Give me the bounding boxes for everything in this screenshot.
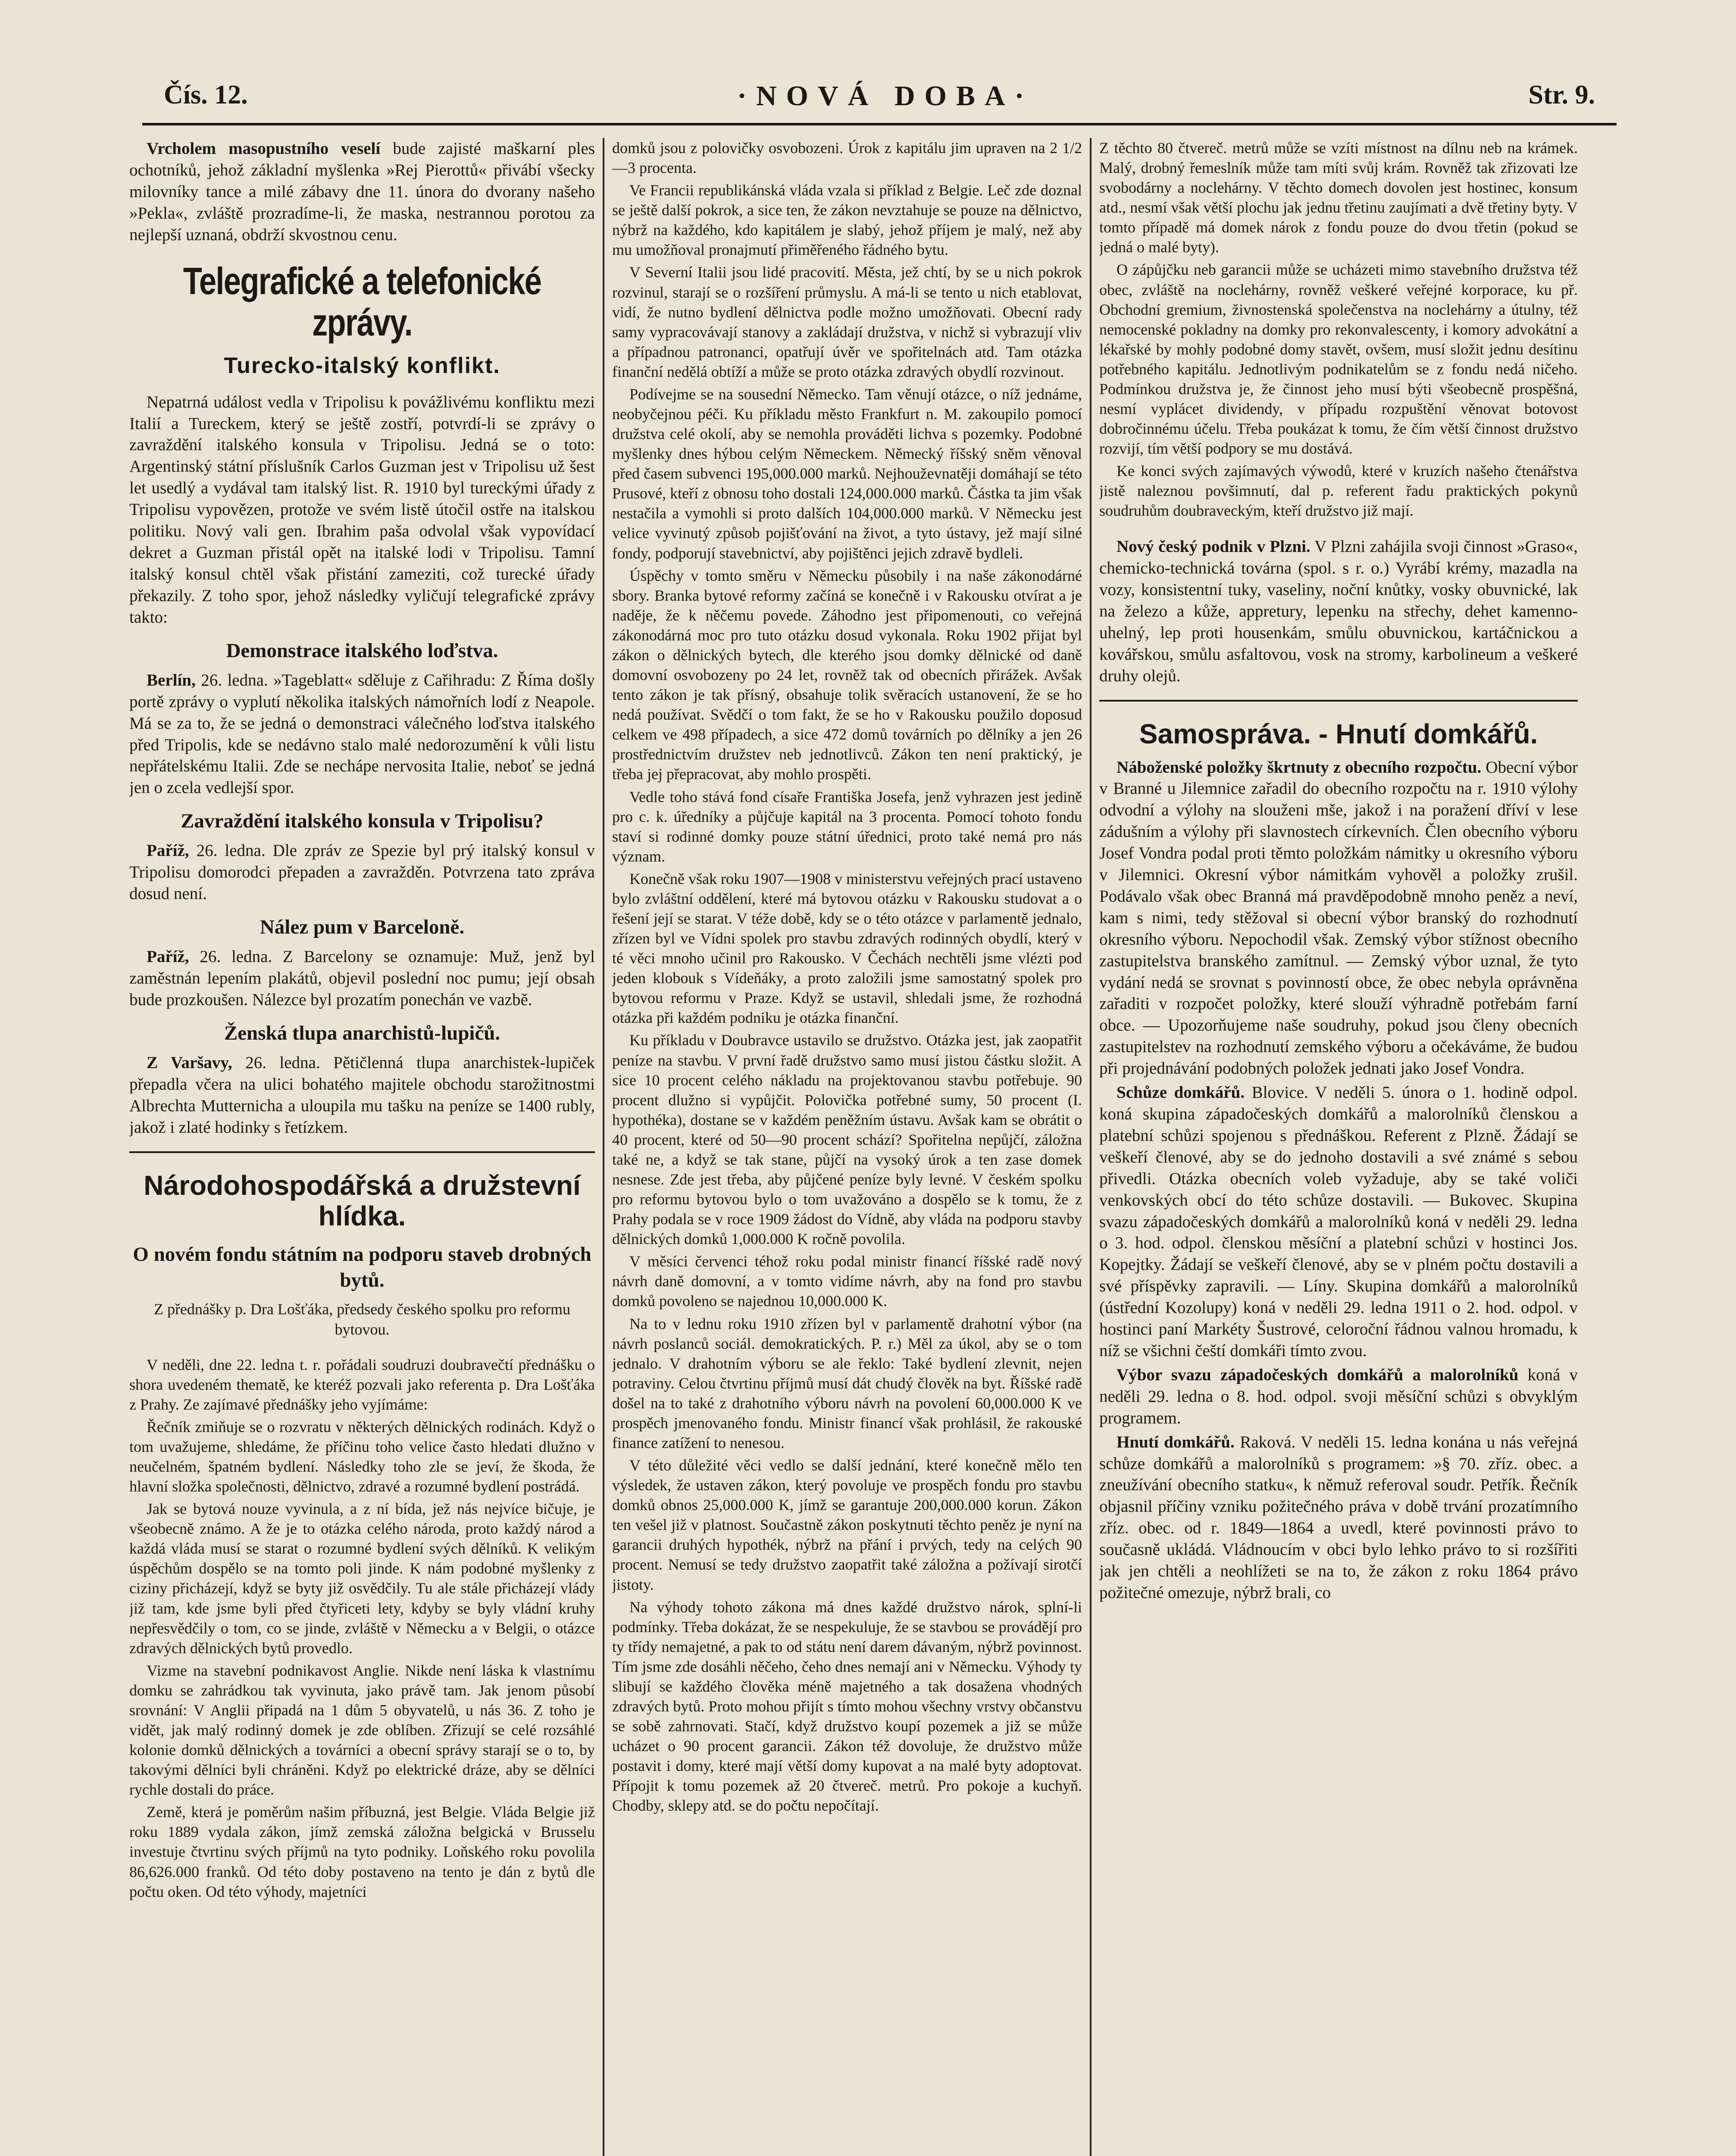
section-divider	[1099, 700, 1578, 702]
article-paragraph: Vizme na stavební podnikavost Anglie. Nikde není láska k vlastnímu domku se zahrádkou tak vyvinuta, jako právě tam. Jak jenom působí srovnání: V Anglii připadá na 1 dům 5 obyvatelů, u nás 36. Z toho je vidět, jak malý rodinný domek je zde oblíben. Zřizují se celé rozsáhlé kolonie domků dělnických a továrníci a obecní správy starají se o to, by takovými dělníci byli chráněni. Když po elektrické dráze, aby se dělníci rychle dostali do práce.	[129, 1661, 595, 1799]
article-paragraph	[1099, 1364, 1578, 1429]
article-paragraph: Z těchto 80 čtvereč. metrů může se vzíti místnost na dílnu neb na krámek. Malý, drobný řemeslník může tam míti svůj krám. Rovněž tak zřizovati lze svobodárny a noclehárny. V těchto domech dovolen jest hostinec, konsum atd., nesmí však větší plochu jak jednu třetinu zaujímati a dvě třetiny byty. V tomto případě má domek nárok z fondu pouze do dvou třetin (pokud se jedná o malé byty).	[1099, 139, 1578, 256]
column-rule-2	[1090, 138, 1092, 2156]
column-2	[612, 138, 1082, 2156]
section-title-self-government: Samospráva. - Hnutí domkářů.	[1139, 718, 1538, 749]
article-paragraph	[1099, 1432, 1578, 1604]
column-rule-1	[603, 138, 604, 2156]
article-paragraph: Úspěchy v tomto směru v Německu působily i na naše zákonodárné sbory. Branka bytové reformy začíná se konečně i v Rakousku otvírat a je naděje, že k něčemu povede. Záhodno jest připomenouti, co veřejná zákonodárná moc pro tuto otázku dosud vykonala. Roku 1902 přijat byl zákon o dělnických bytech, dle kterého jsou domky dělnické od daně domovní osvobozeny po 24 let, rovněž tak od obecních přirážek. Avšak tento zákon je tak přísný, obsahuje tolik svěracích ustanovení, že se ho nedá používat. Svědčí o tom fakt, že se ho v Rakousku použilo doposud celkem ve 498 případech, a sice 472 domů továrních po dělníky a jen 26 prostřednictvím družstev neb jednotlivců. Zákon ten není praktický, je třeba jej přepracovat, aby mohlo prospěti.	[612, 567, 1082, 783]
intro-text: bude zajisté maškarní ples ochotníků, jehož základní myšlenka »Rej Pierottů« přivábí všecky milovníky tance a milé zábavy dne 11. února do dvorany našeho »Pekla«, zvláště prozradíme-li, že maska, nestrannou porotou za nejlepší uznaná, obdrží skvostnou cenu.	[129, 139, 595, 244]
article-paragraph: V neděli, dne 22. ledna t. r. pořádali soudruzi doubravečtí přednášku o shora uvedeném thematě, ke kteréž pozvali jako referenta p. Dra Lošťáka z Prahy. Ze zajímavé přednášky jeho vyjímáme:	[129, 1356, 595, 1413]
article-paragraph: Ve Francii republikánská vláda vzala si příklad z Belgie. Leč zde doznal se ještě další pokrok, a sice ten, že zákon nevztahuje se pouze na dělnictvo, nýbrž na každého, kdo kapitálem je slabý, jehož příjem je malý, než aby mu umožňoval pronajmutí přiměřeného řádného bytu.	[612, 182, 1082, 259]
article-paragraph: O zápůjčku neb garancii může se ucházeti mimo stavebního družstva též obec, zvláště na noclehárny, rovněž veškeré veřejné korporace, ku př. Obchodní gremium, živnostenská společenstva na noclehárny a útulny, též nemocenské pokladny na domky pro rekonvalescenty, i komory advokátní a lékařské by mohly podobné domy stavět, ovšem, musí složit jednu desítinu potřebného kapitálu. Jednotlivým podnikatelům se z fondu nedá ničeho. Podmínkou družstva je, že činnost jeho musí býti všeobecně prospěšná, nesmí vyplácet dividendy, v případu rozpuštění věnovat botovost dobročinnému účelu. Třeba poukázat k tomu, že čím větší činnost družstvo rozvijí, tím větší podpory se mu dostává.	[1099, 261, 1578, 458]
article-paragraph: V této důležité věci vedlo se další jednání, které konečně mělo ten výsledek, že ustaven zákon, který povoluje ve prospěch fondu pro stavbu domků obnos 25,000.000 K, jímž se garantuje 200,000.000 korun. Zákon ten vešel již v platnost. Součastně zákon poskytnuti těchto peněz je nyní na garancii druhých hypothék, nýbrž na přání i prvých, tedy na celých 90 procent. Nemusí se tedy družstvo zaopatřit také záložna a požívají sirotčí jistoty.	[612, 1457, 1082, 1593]
article-paragraph: V měsíci červenci téhož roku podal ministr financí říšské radě nový návrh daně domovní, a v tomto vidíme návrh, aby na fond pro stavbu domků povoleno se najednou 10,000.000 K.	[612, 1253, 1082, 1310]
article-paragraph: Konečně však roku 1907—1908 v ministerstvu veřejných prací ustaveno bylo zvláštní oddělení, které má bytovou otázku v Rakousku studovat a o řešení její se starat. V téže době, kdy se o této otázce v parlamentě jednalo, zřízen byl ve Vídni spolek pro stavbu zdravých rodinných obydlí, který v té věci mnoho učinil pro Rakousko. V Čechách nechtěli jsme vlézti pod jeden klobouk s Vídeňáky, a proto založili jsme samostatný spolek pro bytovou reformu v Praze. Když se ustavil, shledali jsme, že rozhodná otázka při každém podniku je otázka finanční.	[612, 870, 1082, 1027]
headline-anarchist-gang: Ženská tlupa anarchistů-lupičů.	[224, 1022, 500, 1044]
article-paragraph	[1099, 1082, 1578, 1362]
dateline: Paříž,	[147, 841, 189, 860]
article-paragraph: Jak se bytová nouze vyvinula, a z ní bída, jež nás nejvíce bičuje, je všeobecně známo. A že je to otázka celého národa, proto každý národ a každá vláda musí se starat o rozumné bydlení svých dělníků. K velikým úspěchům dospělo se na tomto poli jinde. K nám podobné myšlenky z ciziny přicházejí, když se byty již osvědčily. Tu ale stále přicházejí vlády již tam, kde jsme byli před čtyřiceti lety, kdyby se byly vládní kruhy nepřesvědčily o tom, co se jinde, zvláště v Německu a v Belgii, o otázce zdravých dělnických bytů provedlo.	[129, 1500, 595, 1657]
article-paragraph: Ke konci svých zajímavých výwodů, které v kruzích našeho čtenářstva jistě naleznou povšimnutí, dal p. referent řadu praktických pokynů soudruhům doubraveckým, kteří družstvo již mají.	[1099, 462, 1578, 520]
issue-number: Čís. 12.	[164, 80, 248, 110]
article-paragraph	[129, 670, 595, 799]
dateline: Paříž,	[147, 947, 189, 966]
article-paragraph: V Severní Italii jsou lidé pracovití. Města, jež chtí, by se u nich pokrok rozvinul, starají se o rozšíření průmyslu. A má-li se tento u nich etablovat, vidí, že nutno bydlení dělnictva podle možno umožňovati. Obecní rady samy vypracovávají stanovy a zakládají družstva, v nichž si vybrazují vliv a případnou patronanci, opatřují úvěr ve spořitelnách atd. Tam otázka finanční nedělá obtíží a může se proto otázka zdravých obydlí rozvinout.	[612, 263, 1082, 380]
article-text: V Plzni zahájila svoji činnost »Graso«, chemicko-technická továrna (spol. s r. o.) Vyrábí krémy, mazadla na vozy, konsistentní tuky, vaseliny, noční knůtky, vosky obuvnické, lak na železo a kůže, appretury, lepenku na střechy, dehet kamenno-uhelný, lep proti housenkám, smůlu obuvnickou, kartáčnickou a kovářskou, smůlu asfaltovou, vosk na stromy, karbolineum a veškeré druhy olejů.	[1099, 537, 1578, 685]
article-text: 26. ledna. Z Barcelony se oznamuje: Muž, jenž byl zaměstnán lepením plakátů, objevil poslední noc pumu; její obsah bude prozkoušen. Nálezce byl prozatím ponechán ve vazbě.	[129, 947, 595, 1009]
article-paragraph	[1099, 757, 1578, 1080]
page-header	[142, 71, 1617, 125]
article-paragraph: Ku příkladu v Doubravce ustavilo se družstvo. Otázka jest, jak zaopatřit peníze na stavbu. V první řadě družstvo samo musí jistou částku složit. A sice 10 procent celého nákladu na projektovanou stavbu potřebuje. 90 procent dlužno si vypůjčit. Polovička potřebné sumy, 50 procent (I. hypothéka), dostane se v každém peněžním ústavu. Avšak kam se obrátit o 40 procent, které od 50—90 procent schází? Spořitelna nepůjčí, záložna také ne, a když se tak stane, půjčí na vysoký úrok a ten zase domek nesnese. Zde jest třeba, aby půjčené peníze byly levné. V českém spolku pro reformu bytovou bylo o tom uvažováno a dospělo se k tomu, že z Prahy podala se v roce 1909 žádost do Vídně, aby vláda na podporu stavby dělnických domků 1,000.000 K ročně povolila.	[612, 1031, 1082, 1248]
article-paragraph: Řečník zmiňuje se o rozvratu v některých dělnických rodinách. Když o tom uvažujeme, shledáme, že příčinu toho velice často hledati dlužno v neučelném, špatném bydlení. Následky toho zle se jeví, že škoda, že hlavní složka společnosti, dělnictvo, zdravé a rozumné bydlení postrádá.	[129, 1418, 595, 1495]
article-paragraph: Podívejme se na sousední Německo. Tam věnují otázce, o níž jednáme, neobyčejnou péči. Ku příkladu město Frankfurt n. M. zakoupilo pomocí družstva celé okolí, aby se nemohla prováděti lichva s pozemky. Podobné myšlenky dnes hýbou celým Německem. Německý říšský sněm věnoval před časem subvenci 195,000.000 marků. Nejhouževnatěji domáhají se této Prusové, kteří z obnosu toho dostali 124,000.000 marků. Částka ta jim však nestačila a vymohli si proto dalších 104,000.000 marků. V Německu jest velice vyvinutý způsob pojišťování na život, a tyto ústavy, jež mají silné fondy, podporují stavebnictví, aby pojištěnci jejich zdravě bydleli.	[612, 385, 1082, 562]
article-paragraph: Vedle toho stává fond císaře Františka Josefa, jenž vyhrazen jest jedině pro c. k. úředníky a půjčuje kapitál na 3 procenta. Pomocí tohoto fondu staví si rodinné domky pouze státní úřednici, proto také nemá pro nás význam.	[612, 788, 1082, 865]
section-divider	[129, 1151, 595, 1153]
headline-barcelona-bombs: Nález pum v Barceloně.	[260, 916, 465, 939]
headline-inline: Náboženské položky škrtnuty z obecního rozpočtu.	[1117, 758, 1482, 777]
article-text: koná v neděli 29. ledna o 8. hod. odpol. svoji měsíční schůzi s obvyklým programem.	[1099, 1365, 1578, 1427]
headline-consul-murder: Zavraždění italského konsula v Tripolisu?	[181, 810, 544, 833]
intro-paragraph	[129, 138, 595, 246]
column-3	[1099, 138, 1578, 2156]
newspaper-title: ·NOVÁ DOBA·	[737, 80, 1034, 112]
article-text: 26. ledna. Pětičlenná tlupa anarchistek-lupiček přepadla včera na ulici bohatého majitele obchodu starožitnostmi Albrechta Mutternicha a uloupila mu tašku na peníze se 1400 rubly, jakož i zlaté hodinky s řetízkem.	[129, 1053, 595, 1137]
subtitle-turkish-italian-conflict: Turecko-italský konflikt.	[224, 353, 500, 379]
article-text: Obecní výbor v Branné u Jilemnice zařadil do obecního rozpočtu na r. 1910 výlohy odvodní a výlohy na slouženi mše, jakož i na poražení dříví v lese zádušním a výlohy při slavnostech církevních. Člen obecního výboru Josef Vondra podal proti těmto položkám námitky u okresního výboru v Jilemnici. Okresní výbor námitkám vyhověl a položky zrušil. Podávalo však obec Branná má pravděpodobně mnoho peněz a neví, kam s nimi, tedy stěžoval si obecní výbor branský do rozhodnutí okresního výboru. Nepochodil však. Zemský výbor stížnost obecního zastupitelstva branského zamítnul. — Zemský výbor uznal, že tyto vydání nedá se srovnat s povinností obce, že obec nebyla oprávněna zařaditi v rozpočet položky, které slouží výhradně potřebám farní obce. — Upozorňujeme naše soudruhy, pokud jsou členy obecních zastupitelstev na rozhodnutí zemského výboru a očekáváme, že budou při projednávání podobných položek jednati jako Josef Vondra.	[1099, 758, 1578, 1078]
article-text: Raková. V neděli 15. ledna konána u nás veřejná schůze domkářů a malorolníků s programem: »§ 70. zříz. obec. a zneužívání obecního statku«, k němuž referoval soudr. Petřík. Řečník objasnil příčiny vzniku požitečného práva v době trvání prozatímního zříz. obec. od r. 1849—1864 a uvedl, které povinnosti právo to současně ukládá. Vládnoucím v obci bylo lehko právo to si rozšířiti jak jen chtěli a neohlížeti se na to, že zákon z roku 1864 právo požitečné omezuje, nýbrž brali, co	[1099, 1432, 1578, 1602]
article-paragraph: Na to v lednu roku 1910 zřízen byl v parlamentě drahotní výbor (na návrh poslanců sociál. demokratických. P. r.) Měl za úkol, aby se o tom jednalo. V drahotním výboru se ale řeklo: Také bydlení zlevnit, nejen potraviny. Celou čtvrtinu příjmů musí dát chudý člověk na byt. Říšské radě došel na to také z drahotního výboru návrh na povolení 60,000.000 K ve prospěch jmenovaného fondu. Ministr financí však prohlásil, že rakouské finance zatížení to nenesou.	[612, 1315, 1082, 1451]
article-paragraph: domků jsou z polovičky osvobozeni. Úrok z kapitálu jim upraven na 2 1/2—3 procenta.	[612, 139, 1082, 177]
dateline: Z Varšavy,	[147, 1053, 232, 1072]
article-paragraph	[129, 946, 595, 1011]
section-title-economy: Národohospodářská a družstevní hlídka.	[144, 1169, 581, 1232]
page-number: Str. 9.	[1528, 80, 1595, 110]
byline: Z přednášky p. Dra Lošťáka, předsedy českého spolku pro reformu bytovou.	[153, 1300, 571, 1338]
article-text: 26. ledna. »Tageblatt« sděluje z Cařihradu: Z Říma došly portě zprávy o vyplutí několika italských námořních lodí z Neapole. Má se za to, že se jedná o demonstraci válečného loďstva italského před Tripolis, kde se nedávno stalo malé nedorozumění k vůli listu nepřátelskému Italii. Zde se nechápe nervosita Italie, neboť se jedná jen o zcela vedlejší spor.	[129, 671, 595, 797]
intro-lead: Vrcholem masopustního veselí	[147, 139, 381, 158]
article-paragraph	[129, 1052, 595, 1138]
section-title-telegraph: Telegrafické a telefonické zprávy.	[183, 259, 541, 344]
column-1	[129, 138, 595, 2156]
article-paragraph	[1099, 536, 1578, 686]
headline-inline: Nový český podnik v Plzni.	[1117, 537, 1311, 556]
article-paragraph	[129, 840, 595, 905]
article-paragraph: Země, která je poměrům našim příbuzná, jest Belgie. Vláda Belgie již roku 1889 vydala zákon, jímž zemská záložna belgická v Brusselu investuje čtvrtinu svých příjmů na tyto podniky. Loňského roku povolila 86,626.000 franků. Od této doby postaveno na tento je dán z bytů dle počtu oken. Od této výhody, majetníci	[129, 1803, 595, 1900]
headline-inline: Hnutí domkářů.	[1117, 1432, 1235, 1451]
article-text: Blovice. V neděli 5. února o 1. hodině odpol. koná skupina západočeských domkářů a malorolníků členskou a platební schůzi spojenou s přednáškou. Referent z Plzně. Žádají se veškeří členové, aby se do jednoho dostavili a své známé s sebou přivedli. Otázka obecních voleb vyžaduje, aby se také voliči venkovských obcí do této schůze dostavili. — Bukovec. Skupina svazu západočeských domkářů a malorolníků koná v neděli 29. ledna o 3. hod. odpol. členskou měsíční a platební schůzi v hostinci Jos. Kopejtky. Žádají se veškeří členové, aby se v plném počtu dostavili a své příspěvky zapravili. — Líny. Skupina domkářů a malorolníků (ústřední Kozolupy) koná v neděli 29. ledna 1911 o 2. hod. odpol. v hostinci paní Markéty Šustrové, celoroční řádnou valnou hromadu, k níž se všichni čeští domkáři tímto zvou.	[1099, 1083, 1578, 1360]
headline-demonstration: Demonstrace italského loďstva.	[226, 639, 498, 662]
headline-inline: Schůze domkářů.	[1117, 1083, 1245, 1102]
article-paragraph: Nepatrná událost vedla v Tripolisu k povážlivému konfliktu mezi Italií a Tureckem, který se ještě zostří, potvrdí-li se zprávy o zavraždění italského konsula v Tripolisu. Jedná se o toto: Argentinský státní příslušník Carlos Guzman jest v Tripolisu už šest let usedlý a vydával tam italský list. R. 1910 byl tureckými úřady z Tripolisu vypovězen, protože ve svém listě útočil ostře na italskou politiku. Nový vali gen. Ibrahim paša odvolal však vypovídací dekret a Guzman přistál opět na italské lodi v Tripolisu. Tamní italský konsul chtěl však přistání zameziti, což turecké úřady překazily. Z toho spor, jehož následky vyličují telegrafické zprávy takto:	[129, 392, 595, 627]
headline-inline: Výbor svazu západočeských domkářů a malorolníků	[1117, 1365, 1519, 1384]
article-paragraph: Na výhody tohoto zákona má dnes každé družstvo nárok, splní-li podmínky. Třeba dokázat, že se nespekuluje, že se stavbou se provádějí pro ty třídy nemajetné, a pak to od státu není darem dávaným, nýbrž povinnost. Tím jsme zde dosáhli něčeho, čeho dnes nemají ani v Německu. Výhody ty slibují se každého člověka méně majetného a tak dosažena vhodných zdravých bytů. Proto mohou přijít s tímto mohou všechny vrstvy občanstvu se sobě zahrnovati. Stačí, když družstvo koupí pozemek a již se může ucházet o 90 procent garancii. Zákon též dovoluje, že družstvo může postavit i domy, které mají větší domy kupovat a na malé byty adoptovat. Přípojit k tomu pozemek až 20 čtvereč. metrů. Pro pokoje a kuchyň. Chodby, sklepy atd. se do počtu nepočítají.	[612, 1598, 1082, 1814]
article-text: 26. ledna. Dle zpráv ze Spezie byl prý italský konsul v Tripolisu domorodci přepaden a zavražděn. Potvrzena tato zpráva dosud není.	[129, 841, 595, 903]
dateline: Berlín,	[147, 671, 196, 689]
headline-housing-fund: O novém fondu státním na podporu staveb drobných bytů.	[133, 1243, 591, 1292]
